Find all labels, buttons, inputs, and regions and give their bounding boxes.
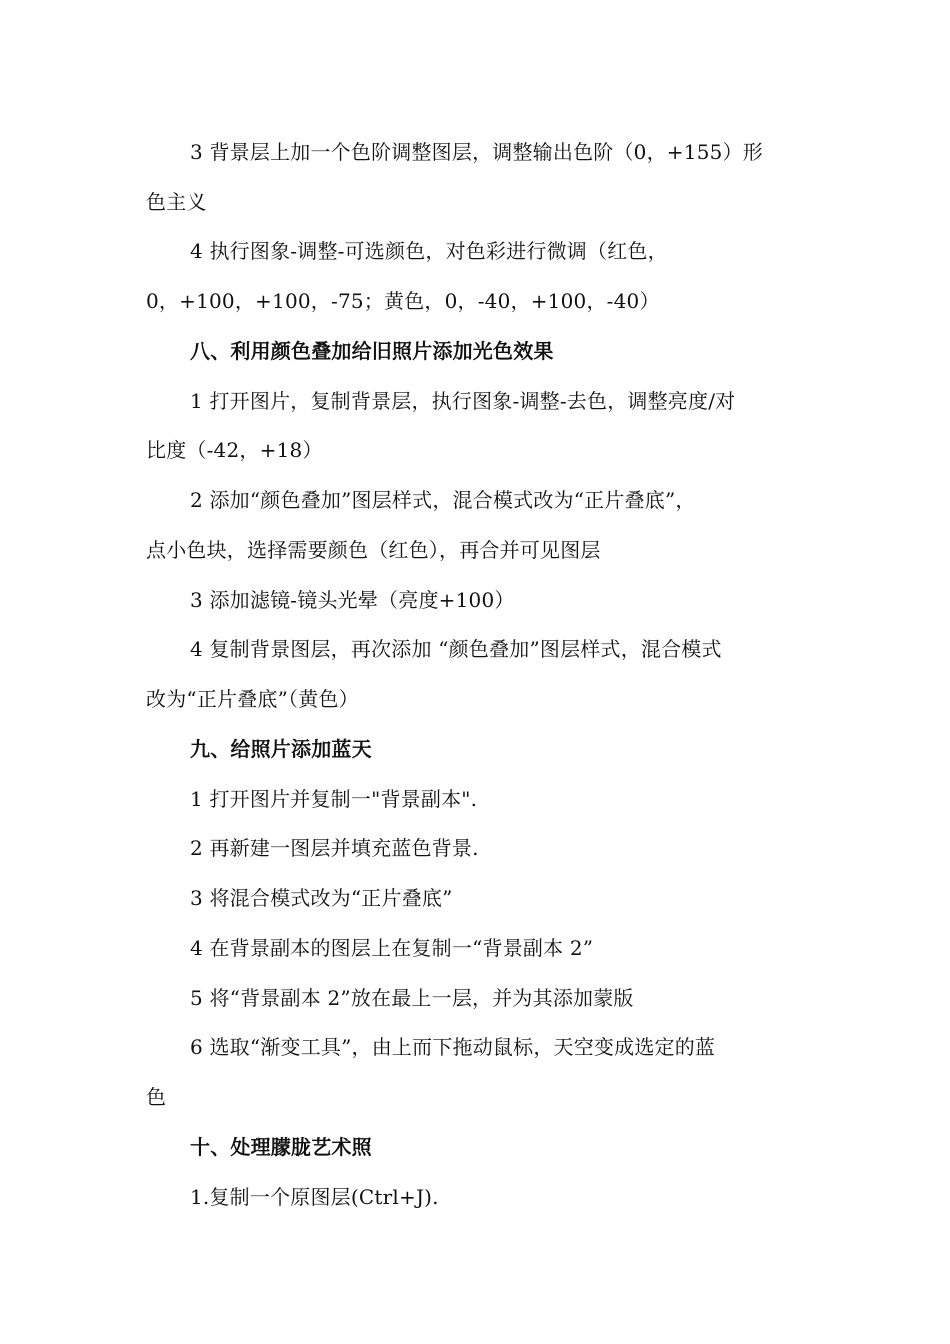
section-8-step-4-line-1: 4 复制背景图层，再次添加 “颜色叠加”图层样式，混合模式: [190, 637, 722, 661]
section-9-step-2: 2 再新建一图层并填充蓝色背景.: [190, 836, 479, 860]
section-10-step-1: 1.复制一个原图层(Ctrl+J).: [190, 1185, 439, 1209]
section-8-heading: 八、利用颜色叠加给旧照片添加光色效果: [190, 339, 554, 363]
section-9-step-6-line-1: 6 选取“渐变工具”，由上而下拖动鼠标，天空变成选定的蓝: [190, 1035, 716, 1059]
section-8-step-3: 3 添加滤镜-镜头光晕（亮度+100）: [190, 588, 515, 612]
section-8-step-1-line-1: 1 打开图片，复制背景层，执行图象-调整-去色，调整亮度/对: [190, 389, 736, 413]
section-8-step-1-line-2: 比度（-42，+18）: [146, 438, 323, 462]
step-4-selective-color-line-1: 4 执行图象-调整-可选颜色，对色彩进行微调（红色，: [190, 239, 668, 263]
section-9-step-4: 4 在背景副本的图层上在复制一“背景副本 2”: [190, 936, 594, 960]
step-4-selective-color-line-2: 0，+100，+100，-75；黄色，0，-40，+100，-40）: [146, 289, 660, 313]
section-8-step-2-line-1: 2 添加“颜色叠加”图层样式，混合模式改为“正片叠底”，: [190, 488, 696, 512]
section-10-heading: 十、处理朦胧艺术照: [190, 1135, 372, 1159]
section-8-step-4-line-2: 改为“正片叠底”（黄色）: [146, 687, 359, 711]
section-9-step-5: 5 将“背景副本 2”放在最上一层，并为其添加蒙版: [190, 986, 634, 1010]
section-9-heading: 九、给照片添加蓝天: [190, 737, 372, 761]
section-9-step-6-line-2: 色: [146, 1085, 167, 1109]
section-8-step-2-line-2: 点小色块，选择需要颜色（红色），再合并可见图层: [146, 538, 601, 562]
section-9-step-1: 1 打开图片并复制一"背景副本".: [190, 787, 478, 811]
step-3-levels-line-1: 3 背景层上加一个色阶调整图层，调整输出色阶（0，+155）形: [190, 140, 763, 164]
step-3-levels-line-2: 色主义: [146, 190, 207, 214]
section-9-step-3: 3 将混合模式改为“正片叠底”: [190, 886, 453, 910]
